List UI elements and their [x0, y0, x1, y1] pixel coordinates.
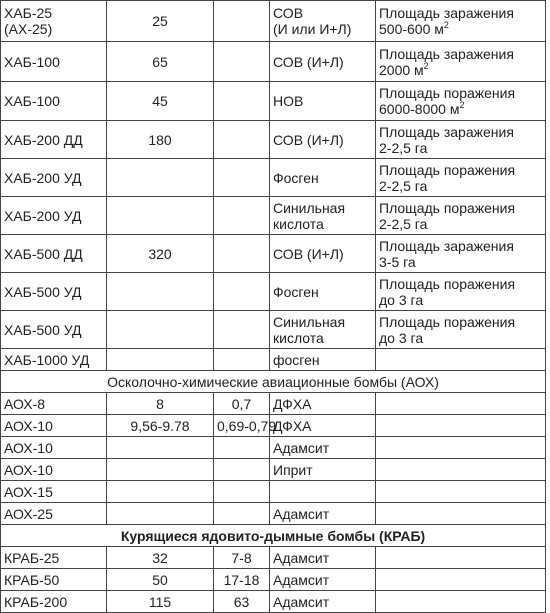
effect-area-cell — [376, 459, 546, 481]
cell-text-line: 2-2,5 га — [379, 139, 428, 156]
cell-text-line: 65 — [152, 53, 168, 70]
effect-area-cell — [376, 121, 546, 159]
cell-text-line: Площадь поражения — [379, 199, 516, 216]
cell-text-line: КРАБ-25 — [4, 549, 60, 566]
table-row — [1, 393, 546, 415]
cell-text-line: Площадь поражения — [379, 275, 516, 292]
cell-text-line: 500-600 $м^2$ — [379, 20, 449, 37]
bomb-name-cell — [1, 273, 107, 311]
superscript: 2 — [423, 60, 429, 71]
cell-text-line: ХАБ-200 ДД — [4, 131, 83, 148]
weight-cell — [107, 197, 214, 235]
weight-cell — [107, 311, 214, 349]
cell-text-line: ХАБ-500 УД — [4, 321, 82, 338]
agent-weight-cell — [214, 591, 270, 613]
bomb-name-cell — [1, 42, 107, 82]
agent-weight-cell — [214, 159, 270, 197]
cell-text-line: СОВ (И+Л) — [273, 53, 344, 70]
cell-text-line: (И или И+Л) — [273, 21, 352, 37]
agent-weight-cell — [214, 1, 270, 42]
agent-type-cell — [270, 459, 376, 481]
agent-weight-cell — [214, 273, 270, 311]
cell-text-line: 8 — [156, 395, 164, 412]
table-row — [1, 437, 546, 459]
effect-area-cell — [376, 349, 546, 371]
weight-cell — [107, 1, 214, 42]
bomb-name-cell — [1, 481, 107, 503]
agent-type-cell — [270, 415, 376, 437]
effect-area-cell — [376, 547, 546, 569]
table-row — [1, 311, 546, 349]
cell-text-line: ХАБ-25 — [4, 5, 53, 21]
table-row — [1, 42, 546, 82]
table-row — [1, 159, 546, 197]
cell-text-line: (АХ-25) — [4, 21, 53, 37]
table-row — [1, 591, 546, 613]
bomb-name-cell — [1, 349, 107, 371]
cell-text-line: Адамсит — [273, 549, 330, 566]
bomb-name-cell — [1, 159, 107, 197]
cell-text-line: ДФХА — [273, 417, 312, 434]
cell-text-line: 63 — [233, 593, 250, 610]
bomb-name-cell — [1, 547, 107, 569]
effect-area-cell — [376, 197, 546, 235]
agent-type-cell — [270, 393, 376, 415]
cell-text-line: 25 — [152, 13, 168, 29]
bomb-spec-table-body — [1, 1, 546, 613]
agent-type-cell — [270, 121, 376, 159]
cell-text-line: 45 — [152, 93, 168, 109]
table-row — [1, 1, 546, 42]
weight-cell — [107, 503, 214, 525]
section-title: Курящиеся ядовито-дымные бомбы (КРАБ) — [1, 525, 546, 547]
weight-cell — [107, 591, 214, 613]
cell-text-line: ХАБ-100 — [4, 93, 60, 109]
cell-text-line: фосген — [273, 351, 320, 368]
effect-area-cell — [376, 393, 546, 415]
table-row — [1, 569, 546, 591]
cell-text-line: 2-2,5 га — [379, 215, 428, 232]
cell-text-line: СОВ (И+Л) — [273, 131, 344, 148]
table-row — [1, 82, 546, 121]
weight-cell — [107, 82, 214, 121]
agent-weight-cell — [214, 235, 270, 273]
weight-cell — [107, 42, 214, 82]
cell-text-line: 0,69-0,79 — [217, 417, 277, 434]
agent-type-cell — [270, 82, 376, 121]
effect-area-cell — [376, 42, 546, 82]
cell-text-line: Площадь поражения — [379, 161, 516, 178]
cell-text-line: 115 — [148, 593, 172, 610]
cell-text-line: 0,7 — [231, 395, 252, 412]
bomb-name-cell — [1, 569, 107, 591]
cell-text-line: 180 — [148, 131, 172, 148]
weight-cell — [107, 235, 214, 273]
cell-text-line: Фосген — [273, 169, 319, 186]
agent-weight-cell — [214, 569, 270, 591]
table-row — [1, 547, 546, 569]
cell-text-line: Площадь заражения — [379, 237, 514, 254]
effect-area-cell — [376, 503, 546, 525]
cell-text-line: Площадь заражения — [379, 45, 514, 62]
weight-cell — [107, 481, 214, 503]
agent-weight-cell — [214, 547, 270, 569]
effect-area-cell — [376, 159, 546, 197]
cell-text-line: КРАБ-200 — [4, 593, 68, 610]
agent-type-cell — [270, 1, 376, 42]
bomb-name-cell — [1, 437, 107, 459]
weight-cell — [107, 415, 214, 437]
bomb-name-cell — [1, 235, 107, 273]
weight-cell — [107, 547, 214, 569]
agent-type-cell — [270, 591, 376, 613]
cell-text-line: ХАБ-500 УД — [4, 283, 82, 300]
cell-text-line: Площадь заражения — [379, 123, 514, 140]
cell-text-line: АОХ-15 — [4, 483, 53, 500]
cell-text-line: кислота — [273, 329, 324, 346]
bomb-name-cell — [1, 591, 107, 613]
cell-text-line: ХАБ-200 УД — [4, 169, 82, 186]
cell-text-line: Площадь заражения — [379, 5, 514, 21]
weight-cell — [107, 437, 214, 459]
cell-text-line: АОХ-8 — [4, 395, 46, 412]
cell-text-line: Площадь поражения — [379, 85, 516, 101]
cell-text-line: Адамсит — [273, 571, 330, 588]
cell-text-line: Адамсит — [273, 439, 330, 456]
agent-weight-cell — [214, 415, 277, 437]
effect-area-cell — [376, 235, 546, 273]
cell-text-line: АОХ-10 — [4, 461, 53, 478]
agent-weight-cell — [214, 82, 270, 121]
bomb-name-cell — [1, 415, 107, 437]
table-row — [1, 121, 546, 159]
superscript: 2 — [443, 20, 449, 30]
cell-text-line: 6000-8000 $м^2$ — [379, 100, 465, 117]
agent-type-cell — [270, 197, 376, 235]
agent-weight-cell — [214, 42, 270, 82]
weight-cell — [107, 273, 214, 311]
cell-text-line: 9,56-9.78 — [130, 417, 190, 434]
agent-type-cell — [270, 159, 376, 197]
weight-cell — [107, 569, 214, 591]
cell-text-line: СОВ (И+Л) — [273, 245, 344, 262]
cell-text-line: АОХ-25 — [4, 505, 53, 522]
cell-text-line: 7-8 — [231, 549, 252, 566]
agent-type-cell — [270, 569, 376, 591]
cell-text-line: КРАБ-50 — [4, 571, 60, 588]
bomb-name-cell — [1, 311, 107, 349]
agent-weight-cell — [214, 121, 270, 159]
weight-cell — [107, 159, 214, 197]
agent-weight-cell — [214, 393, 270, 415]
cell-text-line: 2000 $м^2$ — [379, 60, 429, 78]
cell-text-line: ХАБ-200 УД — [4, 207, 82, 224]
agent-weight-cell — [214, 197, 270, 235]
cell-text-line: Фосген — [273, 283, 319, 300]
effect-area-cell — [376, 273, 546, 311]
effect-area-cell — [376, 437, 546, 459]
table-row — [1, 459, 546, 481]
cell-text-line: АОХ-10 — [4, 417, 53, 434]
effect-area-cell — [376, 82, 546, 121]
effect-area-cell — [376, 311, 546, 349]
bomb-name-cell — [1, 121, 107, 159]
effect-area-cell — [376, 1, 546, 42]
weight-cell — [107, 393, 214, 415]
agent-type-cell — [270, 481, 376, 503]
bomb-name-cell — [1, 82, 107, 121]
section-header-row — [1, 525, 546, 547]
weight-cell — [107, 121, 214, 159]
section-title: Осколочно-химические авиационные бомбы (АОХ) — [1, 371, 546, 393]
agent-weight-cell — [214, 459, 270, 481]
cell-text-line: 17-18 — [223, 571, 260, 588]
agent-type-cell — [270, 349, 376, 371]
cell-text-line: ХАБ-1000 УД — [4, 351, 90, 368]
cell-text-line: 320 — [148, 245, 172, 262]
cell-text-line: 3-5 га — [379, 253, 416, 270]
table-row — [1, 503, 546, 525]
table-row — [1, 197, 546, 235]
agent-type-cell — [270, 235, 376, 273]
cell-text-line: до 3 га — [379, 329, 424, 346]
agent-weight-cell — [214, 481, 270, 503]
effect-area-cell — [376, 591, 546, 613]
bomb-name-cell — [1, 393, 107, 415]
cell-text-line: Иприт — [273, 461, 313, 478]
cell-text-line: ДФХА — [273, 395, 312, 412]
agent-type-cell — [270, 503, 376, 525]
bomb-name-cell — [1, 503, 107, 525]
effect-area-cell — [376, 481, 546, 503]
agent-weight-cell — [214, 503, 270, 525]
agent-type-cell — [270, 42, 376, 82]
agent-type-cell — [270, 437, 376, 459]
table-row — [1, 273, 546, 311]
agent-type-cell — [270, 547, 376, 569]
cell-text-line: ХАБ-100 — [4, 53, 60, 70]
bomb-name-cell — [1, 1, 107, 42]
cell-text-line: ХАБ-500 ДД — [4, 245, 83, 262]
agent-type-cell — [270, 311, 376, 349]
cell-text-line: 2-2,5 га — [379, 177, 428, 194]
weight-cell — [107, 349, 214, 371]
cell-text-line: 50 — [152, 571, 168, 588]
cell-text-line: Синильная — [273, 313, 346, 330]
cell-text-line: Адамсит — [273, 505, 330, 522]
table-row — [1, 481, 546, 503]
cell-text-line: Адамсит — [273, 593, 330, 610]
cell-text-line: АОХ-10 — [4, 439, 53, 456]
table-row — [1, 349, 546, 371]
effect-area-cell — [376, 415, 546, 437]
agent-type-cell — [270, 273, 376, 311]
cell-text-line: Синильная — [273, 199, 346, 216]
cell-text-line: кислота — [273, 215, 324, 232]
bomb-name-cell — [1, 459, 107, 481]
agent-weight-cell — [214, 349, 270, 371]
cell-text-line: НОВ — [273, 93, 304, 109]
table-row — [1, 415, 546, 437]
effect-area-cell — [376, 569, 546, 591]
bomb-name-cell — [1, 197, 107, 235]
cell-text-line: СОВ — [273, 5, 304, 21]
cell-text-line: Площадь поражения — [379, 313, 516, 330]
table-row — [1, 235, 546, 273]
section-header-row — [1, 371, 546, 393]
superscript: 2 — [459, 100, 465, 110]
cell-text-line: 32 — [152, 549, 168, 566]
agent-weight-cell — [214, 437, 270, 459]
weight-cell — [107, 459, 214, 481]
agent-weight-cell — [214, 311, 270, 349]
cell-text-line: до 3 га — [379, 291, 424, 308]
